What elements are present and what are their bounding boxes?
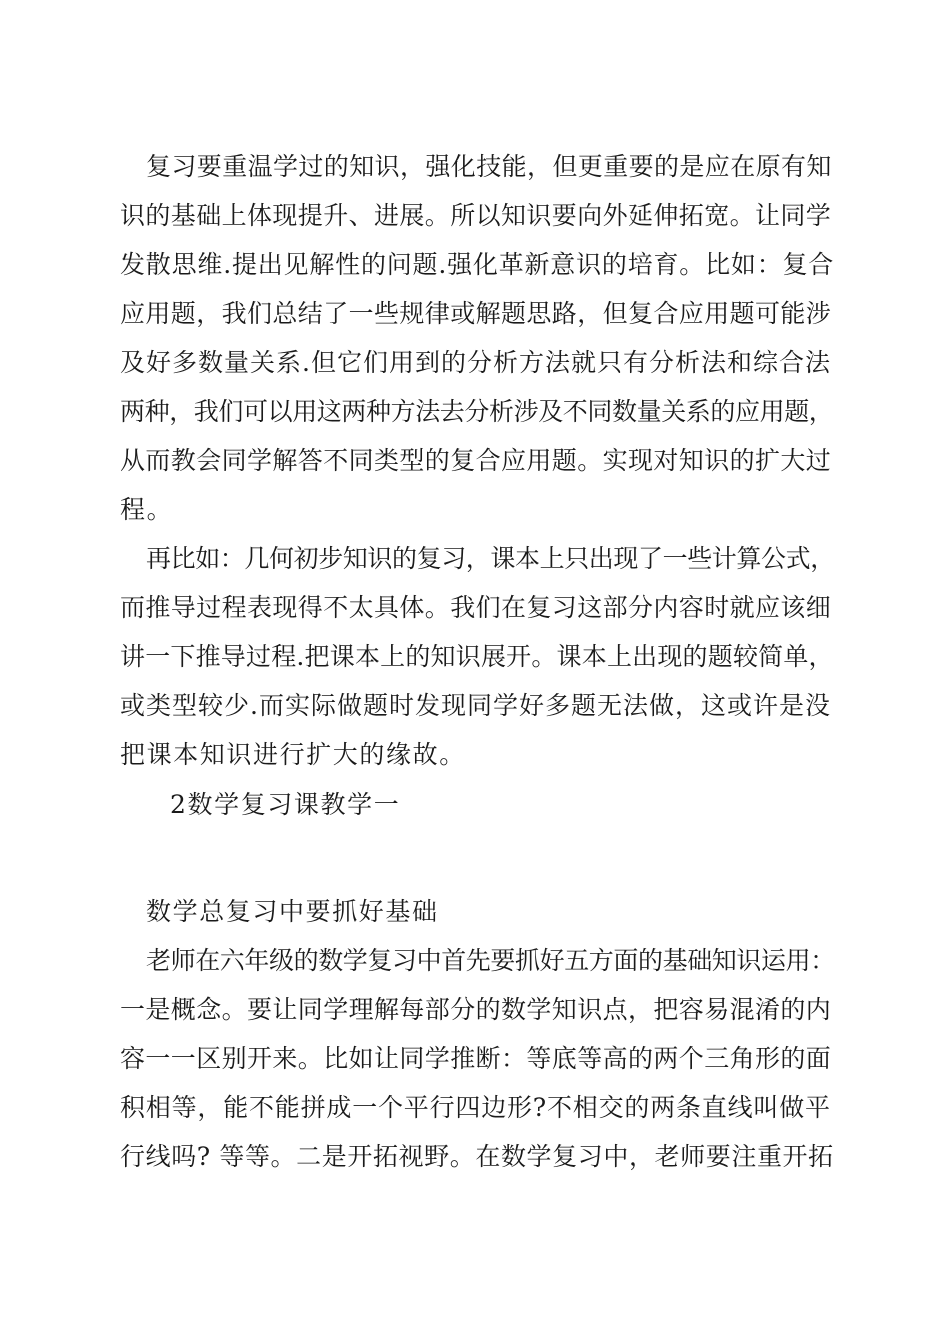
paragraph-2-line-1: 再比如：几何初步知识的复习，课本上只出现了一些计算公式，	[146, 544, 835, 573]
paragraph-1-line-5: 及好多数量关系.但它们用到的分析方法就只有分析法和综合法	[120, 348, 831, 377]
paragraph-1-line-6: 两种，我们可以用这两种方法去分析涉及不同数量关系的应用题，	[120, 397, 834, 426]
section-heading: 2数学复习课教学一	[170, 790, 401, 819]
paragraph-1-line-7: 从而教会同学解答不同类型的复合应用题。实现对知识的扩大过	[120, 446, 832, 475]
paragraph-1-line-2: 识的基础上体现提升、进展。所以知识要向外延伸拓宽。让同学	[120, 201, 832, 230]
paragraph-1-line-3: 发散思维.提出见解性的问题.强化革新意识的培育。比如：复合	[120, 250, 835, 279]
paragraph-1-line-1: 复习要重温学过的知识，强化技能，但更重要的是应在原有知	[146, 152, 832, 181]
paragraph-3-line-3: 容一一区别开来。比如让同学推断：等底等高的两个三角形的面	[120, 1044, 832, 1073]
paragraph-1-line-4: 应用题，我们总结了一些规律或解题思路，但复合应用题可能涉	[120, 299, 832, 328]
subheading: 数学总复习中要抓好基础	[146, 897, 439, 926]
paragraph-3-line-5: 行线吗? 等等。二是开拓视野。在数学复习中，老师要注重开拓	[120, 1142, 834, 1171]
paragraph-2-line-5: 把课本知识进行扩大的缘故。	[120, 740, 466, 769]
paragraph-2-line-2: 而推导过程表现得不太具体。我们在复习这部分内容时就应该细	[120, 593, 832, 622]
paragraph-3-line-4: 积相等，能不能拼成一个平行四边形?不相交的两条直线叫做平	[120, 1093, 831, 1122]
paragraph-3-line-1: 老师在六年级的数学复习中首先要抓好五方面的基础知识运用：	[146, 946, 835, 975]
paragraph-2-line-3: 讲一下推导过程.把课本上的知识展开。课本上出现的题较简单，	[120, 642, 834, 671]
paragraph-1-line-8: 程。	[120, 495, 174, 524]
paragraph-3-line-2: 一是概念。要让同学理解每部分的数学知识点，把容易混淆的内	[120, 995, 832, 1024]
paragraph-2-line-4: 或类型较少.而实际做题时发现同学好多题无法做，这或许是没	[120, 691, 831, 720]
